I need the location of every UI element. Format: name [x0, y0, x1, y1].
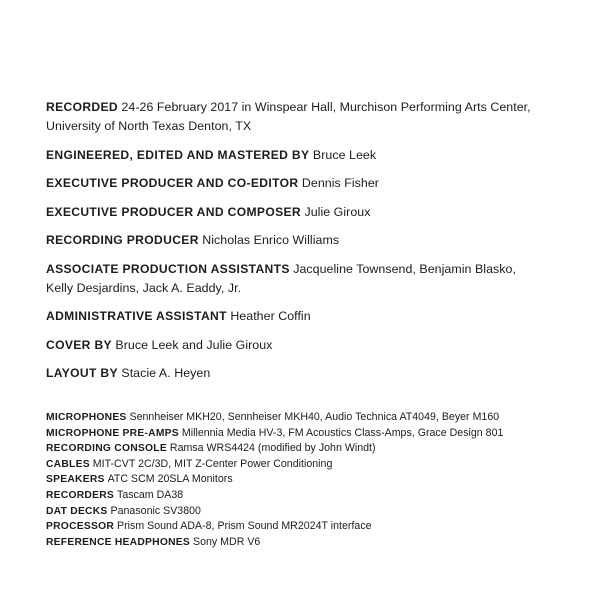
equipment-role-label: REFERENCE HEADPHONES	[46, 536, 191, 548]
equipment-role-label: RECORDING CONSOLE	[46, 443, 167, 455]
credit-cover-by	[46, 336, 546, 355]
equipment-value: Sennheiser MKH20, Sennheiser MKH40, Audio Technica AT4049, Beyer M160	[129, 411, 500, 423]
credit-role-label: EXECUTIVE PRODUCER AND COMPOSER	[46, 204, 301, 219]
credit-value: Bruce Leek	[312, 147, 377, 162]
equipment-recorders	[46, 488, 566, 504]
credit-role-label: EXECUTIVE PRODUCER AND CO-EDITOR	[46, 176, 299, 190]
credit-executive-producer-co-editor	[46, 174, 546, 193]
credit-role-label: RECORDING PRODUCER	[46, 233, 199, 247]
equipment-value: Millennia Media HV-3, FM Acoustics Class-Amps, Grace Design 801	[181, 426, 504, 439]
credit-recorded	[46, 98, 546, 136]
equipment-value: Panasonic SV3800	[110, 504, 201, 517]
equipment-recording-console	[46, 441, 566, 457]
equipment-value: Tascam DA38	[117, 488, 184, 501]
equipment-dat-decks	[46, 504, 566, 520]
credit-role-label: ADMINISTRATIVE ASSISTANT	[46, 309, 227, 323]
equipment-role-label: SPEAKERS	[46, 474, 105, 486]
equipment-cables	[46, 457, 566, 473]
equipment-role-label: PROCESSOR	[46, 521, 115, 533]
credit-value: 24-26 February 2017 in Winspear Hall, Murchison Performing Arts Center, University of North Texas Denton, TX	[46, 100, 531, 133]
credit-value: Stacie A. Heyen	[121, 366, 211, 380]
credit-value: Heather Coffin	[230, 309, 311, 323]
credit-role-label: RECORDED	[46, 100, 119, 114]
equipment-processor	[46, 519, 566, 535]
credit-recording-producer	[46, 231, 546, 250]
credit-executive-producer-composer	[46, 203, 546, 222]
equipment-role-label: MICROPHONE PRE-AMPS	[46, 427, 179, 439]
equipment-role-label: MICROPHONES	[46, 412, 127, 423]
credit-layout-by	[46, 364, 546, 383]
credit-administrative-assistant	[46, 307, 546, 326]
credit-role-label: LAYOUT BY	[46, 366, 118, 380]
equipment-microphone-pre-amps	[46, 426, 566, 442]
credit-value: Julie Giroux	[304, 204, 371, 219]
credit-role-label: ENGINEERED, EDITED AND MASTERED BY	[46, 147, 310, 162]
equipment-list-section	[46, 410, 566, 550]
equipment-value: Sony MDR V6	[192, 535, 261, 548]
credit-engineered	[46, 146, 546, 165]
credit-role-label: COVER BY	[46, 337, 112, 352]
equipment-value: Ramsa WRS4424 (modified by John Windt)	[169, 442, 376, 455]
equipment-reference-headphones	[46, 535, 566, 551]
equipment-role-label: RECORDERS	[46, 489, 115, 501]
credit-value: Dennis Fisher	[301, 176, 379, 190]
equipment-value: MIT-CVT 2C/3D, MIT Z-Center Power Conditioning	[92, 457, 333, 470]
credit-value: Jacqueline Townsend, Benjamin Blasko, Kelly Desjardins, Jack A. Eaddy, Jr.	[46, 261, 516, 295]
equipment-role-label: DAT DECKS	[46, 505, 108, 517]
credit-associate-production-assistants	[46, 260, 546, 298]
equipment-value: ATC SCM 20SLA Monitors	[107, 473, 233, 486]
equipment-microphones	[46, 410, 566, 426]
equipment-speakers	[46, 472, 566, 488]
credit-value: Bruce Leek and Julie Giroux	[115, 337, 273, 352]
equipment-value: Prism Sound ADA-8, Prism Sound MR2024T interface	[117, 520, 372, 533]
credit-value: Nicholas Enrico Williams	[202, 233, 340, 247]
production-credits-section	[46, 98, 546, 383]
equipment-role-label: CABLES	[46, 458, 90, 470]
credit-role-label: ASSOCIATE PRODUCTION ASSISTANTS	[46, 261, 290, 276]
